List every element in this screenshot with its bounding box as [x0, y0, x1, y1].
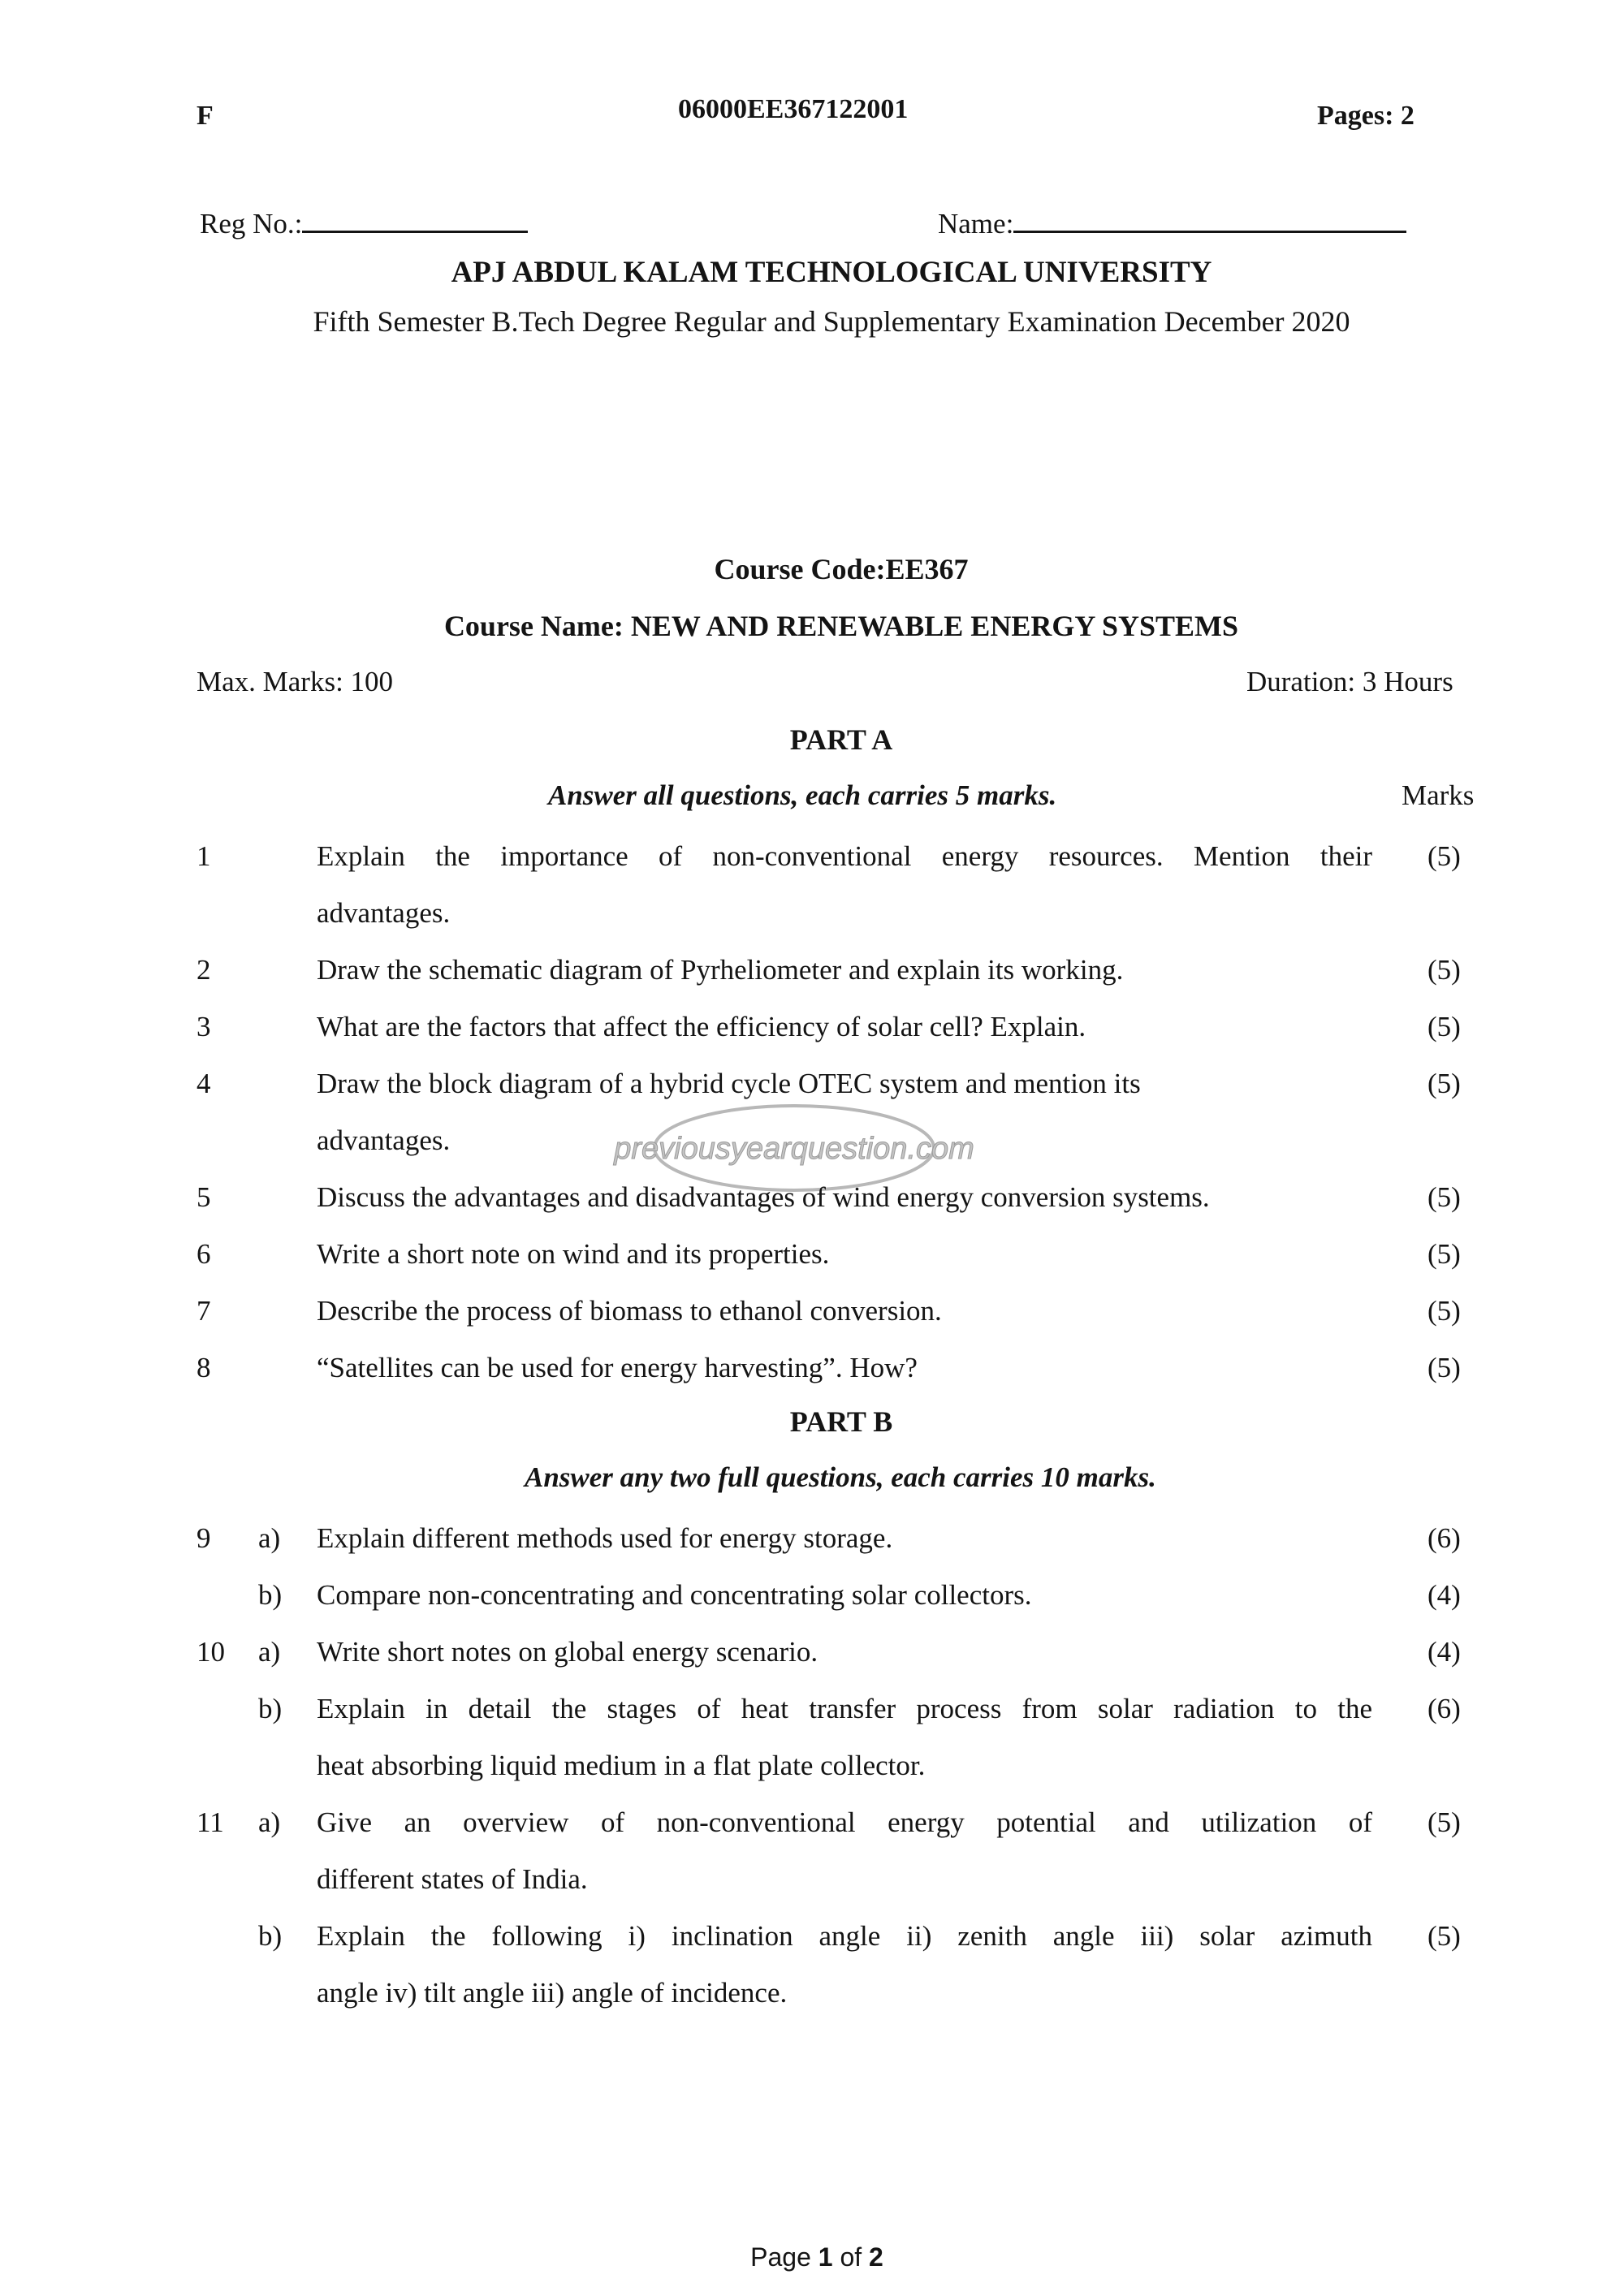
- question-text-line: advantages.: [317, 1124, 451, 1156]
- question-text-line: Give an overview of non-conventional energy potential and utilization of: [317, 1806, 1372, 1838]
- exam-title: Fifth Semester B.Tech Degree Regular and Supplementary Examination December 2020: [313, 305, 1350, 338]
- question-number: 10: [197, 1636, 225, 1668]
- question-text: Discuss the advantages and disadvantages of wind energy conversion systems.: [317, 1181, 1210, 1213]
- duration: Duration: 3 Hours: [1246, 666, 1453, 697]
- question-number: 6: [197, 1238, 211, 1270]
- question-text: [317, 1908, 1372, 2022]
- question-marks: (5): [1427, 1352, 1461, 1383]
- part-a-title: PART A: [789, 723, 893, 756]
- subquestion-label: b): [258, 1693, 283, 1724]
- question-text: [317, 1681, 1372, 1794]
- question-text: [317, 828, 1372, 942]
- question-marks: (5): [1427, 1295, 1461, 1327]
- question-text-line: Explain the importance of non-conventional energy resources. Mention their: [317, 840, 1372, 872]
- question-text: What are the factors that affect the efficiency of solar cell? Explain.: [317, 1011, 1086, 1042]
- question-text: Write a short note on wind and its properties.: [317, 1238, 830, 1270]
- question-number: 3: [197, 1011, 211, 1042]
- question-marks: (5): [1427, 954, 1461, 986]
- question-marks: (5): [1427, 1920, 1461, 1952]
- question-number: 4: [197, 1068, 211, 1099]
- question-number: 2: [197, 954, 211, 986]
- reg-no-field: [200, 206, 528, 240]
- question-text: Explain different methods used for energy storage.: [317, 1522, 893, 1554]
- course-name: Course Name: NEW AND RENEWABLE ENERGY SYSTEMS: [443, 610, 1239, 642]
- question-text-line: heat absorbing liquid medium in a flat plate collector.: [317, 1750, 926, 1781]
- footer-current-page: 1: [818, 2242, 833, 2272]
- question-text-line: advantages.: [317, 897, 451, 929]
- question-number: 7: [197, 1295, 211, 1327]
- subquestion-label: a): [258, 1522, 281, 1554]
- question-text-line: Explain the following i) inclination angle ii) zenith angle iii) solar azimuth: [317, 1920, 1372, 1952]
- name-blank: [1013, 206, 1406, 233]
- page-footer: [0, 2242, 1624, 2272]
- part-b-instruction: Answer any two full questions, each carries 10 marks.: [525, 1461, 1156, 1493]
- page-count: Pages: 2: [1317, 101, 1415, 131]
- question-text: [317, 1794, 1372, 1908]
- part-a-instruction: Answer all questions, each carries 5 marks.: [548, 779, 1057, 811]
- question-marks: (5): [1427, 1011, 1461, 1042]
- paper-code: 06000EE367122001: [678, 94, 909, 124]
- set-letter: F: [197, 101, 214, 131]
- question-marks: (5): [1427, 1238, 1461, 1270]
- reg-no-label: Reg No.:: [200, 208, 303, 240]
- question-text: “Satellites can be used for energy harvesting”. How?: [317, 1352, 918, 1383]
- question-text-line: Explain in detail the stages of heat transfer process from solar radiation to the: [317, 1693, 1372, 1724]
- subquestion-label: b): [258, 1920, 283, 1952]
- marks-column-header: Marks: [1402, 779, 1475, 811]
- question-number: 1: [197, 840, 211, 872]
- question-number: 9: [197, 1522, 211, 1554]
- subquestion-label: a): [258, 1806, 281, 1838]
- question-marks: (6): [1427, 1522, 1461, 1554]
- part-b-title: PART B: [789, 1405, 893, 1438]
- university-name: APJ ABDUL KALAM TECHNOLOGICAL UNIVERSITY: [451, 256, 1212, 289]
- question-text-line: angle iv) tilt angle iii) angle of incidence.: [317, 1977, 788, 2009]
- question-text: Draw the schematic diagram of Pyrheliometer and explain its working.: [317, 954, 1124, 986]
- course-code: Course Code:EE367: [714, 553, 969, 585]
- name-label: Name:: [938, 208, 1014, 240]
- subquestion-label: a): [258, 1636, 281, 1668]
- question-marks: (5): [1427, 1068, 1461, 1099]
- question-marks: (4): [1427, 1636, 1461, 1668]
- subquestion-label: b): [258, 1579, 283, 1611]
- question-text: Describe the process of biomass to ethanol conversion.: [317, 1295, 942, 1327]
- question-text-line: Draw the block diagram of a hybrid cycle OTEC system and mention its: [317, 1068, 1141, 1099]
- footer-total-pages: 2: [869, 2242, 883, 2272]
- max-marks: Max. Marks: 100: [197, 666, 394, 697]
- question-marks: (6): [1427, 1693, 1461, 1724]
- question-text-line: different states of India.: [317, 1863, 588, 1895]
- watermark-text: previousyearquestion.com: [614, 1132, 974, 1166]
- question-text: Compare non-concentrating and concentrating solar collectors.: [317, 1579, 1032, 1611]
- name-field: [938, 206, 1406, 240]
- question-marks: (5): [1427, 840, 1461, 872]
- question-number: 5: [197, 1181, 211, 1213]
- question-number: 11: [197, 1806, 224, 1838]
- footer-of-word: of: [840, 2242, 862, 2272]
- question-number: 8: [197, 1352, 211, 1383]
- footer-page-word: Page: [750, 2242, 811, 2272]
- reg-no-blank: [302, 206, 528, 233]
- question-marks: (5): [1427, 1181, 1461, 1213]
- question-marks: (4): [1427, 1579, 1461, 1611]
- question-marks: (5): [1427, 1806, 1461, 1838]
- question-text: Write short notes on global energy scenario.: [317, 1636, 818, 1668]
